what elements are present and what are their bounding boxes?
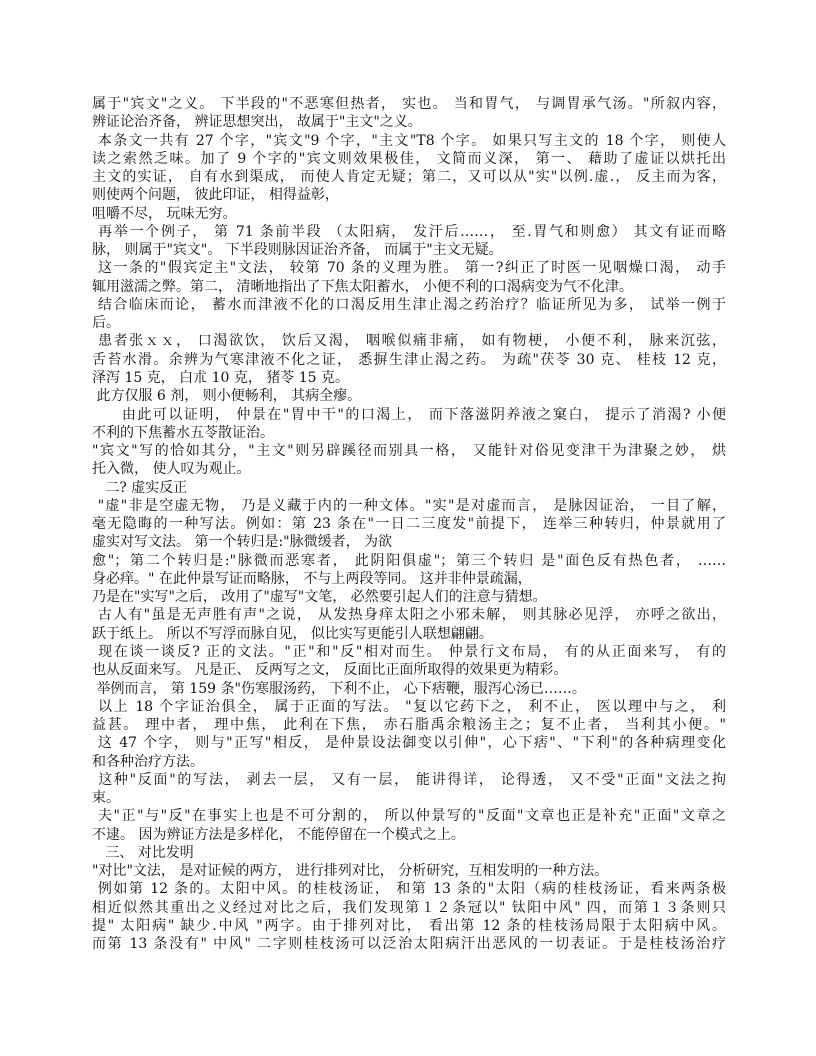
text-line: 也从反面来写。 凡是正、 反两写之文， 反面比正面所取得的效果更为精彩。 [92, 662, 568, 679]
text-line: 则使两个问题， 彼此印证， 相得益彰， [92, 187, 339, 204]
text-line: 咀嚼不尽， 玩味无穷。 [92, 205, 237, 222]
text-line: 主文的实证， 自有水到渠成， 而使人肯定无疑；第二，又可以从"实"以例.虚.， 反主而为客， [92, 169, 726, 186]
text-line: 本条文一共有 27 个字，"宾文"9 个字，"主文"T8 个字。 如果只写主文的 18 个字， 则使人 [92, 132, 726, 149]
text-line: 和各种治疗方法。 [92, 753, 204, 770]
text-line: 读之索然乏味。加了 9 个字的"宾文则效果极佳， 文简而义深， 第一、 藉助了虚证以烘托出 [92, 150, 726, 167]
text-line: 跃于纸上。 所以不写浮而脉自见， 似比实写更能引人联想翩翩。 [92, 625, 493, 642]
text-line: 不利的下焦蓄水五苓散证治。 [92, 424, 274, 441]
text-line: 泽泻 15 克， 白朮 10 克， 猪苓 15 克。 [92, 369, 350, 386]
text-line: 再举一个例子， 第 71 条前半段 （太阳病， 发汗后……， 至.胃气和则愈） 其文有证而略 [92, 223, 726, 240]
text-line: 这种"反面"的写法， 剥去一层， 又有一层， 能讲得详， 论得透， 又不受"正面"文法之拘 [92, 771, 726, 788]
text-line: 由此可以证明， 仲景在"胃中干"的口渴上， 而下落滋阴养液之窠白， 提示了消渴? 小便 [92, 406, 726, 423]
text-line: 结合临床而论， 蓄水而津液不化的口渴反用生津止渴之药治疗？临证所见为多， 试举一例于 [92, 296, 726, 313]
document-body [92, 95, 726, 953]
text-line: 夫"正"与"反"在事实上也是不可分割的， 所以仲景写的"反面"文章也正是补充"正面"文章之 [92, 808, 726, 825]
text-line: 提" 太阳病" 缺少.中风 "两字。由于排列对比， 看出第 12 条的桂枝汤局限于太阳病中风。 [92, 917, 726, 934]
text-line: 脉， 则属于"宾文"。 下半段则脉因证治齐备， 而属于"主文无疑。 [92, 242, 503, 259]
text-line: 例如第 12 条的。太阳中风。的桂枝汤证， 和第 13 条的"太阳（病的桂枝汤证，看来两条极 [92, 881, 726, 898]
text-line: 毫无隐晦的一种写法。例如：第 23 条在"一日二三度发"前提下， 连举三种转归，仲景就用了 [92, 516, 726, 533]
text-line: 以上 18 个字证治俱全， 属于正面的写法。 "复以它药下之， 利不止， 医以理中与之， 利 [92, 698, 726, 715]
text-line: 虚实对写文法。 第一个转归是:"脉微缓者， 为欲 [92, 534, 393, 551]
text-line: "对比"文法， 是对证候的两方， 进行排列对比， 分析研究，互相发明的一种方法。 [92, 863, 609, 880]
text-line: "虚"非是空虚无物， 乃是义藏于内的一种文体。"实"是对虚而言， 是脉因证治， 一目了解， [92, 497, 726, 514]
text-line: 托入微， 使人叹为观止。 [92, 461, 251, 478]
text-line: 益甚。 理中者， 理中焦， 此利在下焦， 赤石脂禹余粮汤主之；复不止者， 当利其小便。" [92, 717, 726, 734]
text-line: 古人有"虽是无声胜有声"之说， 从发热身痒太阳之小邪未解， 则其脉必见浮， 亦呼之欲出， [92, 607, 726, 624]
text-line: 此方仅服 6 剂， 则小便畅利， 其病全瘳。 [92, 388, 362, 405]
text-line: 乃是在"实写"之后， 改用了"虚写"文笔， 必然要引起人们的注意与猜想。 [92, 589, 547, 606]
text-line: 后。 [92, 315, 120, 332]
text-line: 患者张ｘｘ， 口渴欲饮， 饮后又渴， 咽喉似痛非痛， 如有物梗， 小便不利， 脉来沉弦， [92, 333, 726, 350]
text-line: 愈"；第二个转归是:"脉微而恶寒者， 此阴阳俱虚"；第三个转归 是"面色反有热色者， …… [92, 552, 726, 569]
text-line: 现在谈一谈反? 正的文法。"正"和"反"相对而生。 仲景行文布局， 有的从正面来写， 有的 [92, 643, 726, 660]
text-line: 辄用滋濡之弊。第二， 清晰地指出了下焦太阳蓄水， 小便不利的口渴病变为气不化津。 [92, 278, 633, 295]
text-line: 辨证论治齐备， 辨证思想突出， 故属于"主文"之义。 [92, 114, 422, 131]
text-line: 举例而言， 第 159 条"伤寒服汤药， 下利不止， 心下痞鞭，服泻心汤已……。 [92, 680, 586, 697]
text-line: 而第 13 条没有" 中风" 二字则桂枝汤可以泛治太阳病汗出恶风的一切表证。于是桂枝汤治疗 [92, 936, 726, 953]
text-line: 身必痒。" 在此仲景写证而略脉， 不与上两段等同。 这并非仲景疏漏， [92, 570, 532, 587]
text-line: 这一条的"假宾定主"文法， 较第 70 条的义理为胜。 第一?纠正了时医一见咽燥口渴， 动手 [92, 260, 726, 277]
text-line: 舌苔水滑。余辨为气寒津液不化之证， 悉摒生津止渴之药。 为疏"茯苓 30 克、 桂枝 12 克， [92, 351, 726, 368]
text-line: 属于"宾文"之义。 下半段的"不恶寒但热者， 实也。 当和胃气， 与调胃承气汤。"所叙内容， [92, 96, 726, 112]
text-line: "宾文"写的恰如其分，"主文"则另辟蹊径而别具一格， 又能针对俗见变津干为津聚之妙， 烘 [92, 443, 726, 460]
text-line: 束。 [92, 790, 120, 807]
text-line: 相近似然其重出之义经过对比之后，我们发现第１２条冠以" 钛阳中风" 四，而第１３条则只 [92, 899, 726, 916]
text-line: 这 47 个字， 则与"正写"相反， 是仲景设法御变以引伸"，心下痞"、"下利"的各种病理变化 [92, 735, 726, 752]
text-line: 三、 对比发明 [92, 844, 194, 861]
text-line: 二? 虚实反正 [92, 479, 188, 496]
text-line: 不逮。 因为辨证方法是多样化， 不能停留在一个模式之上。 [92, 826, 465, 843]
